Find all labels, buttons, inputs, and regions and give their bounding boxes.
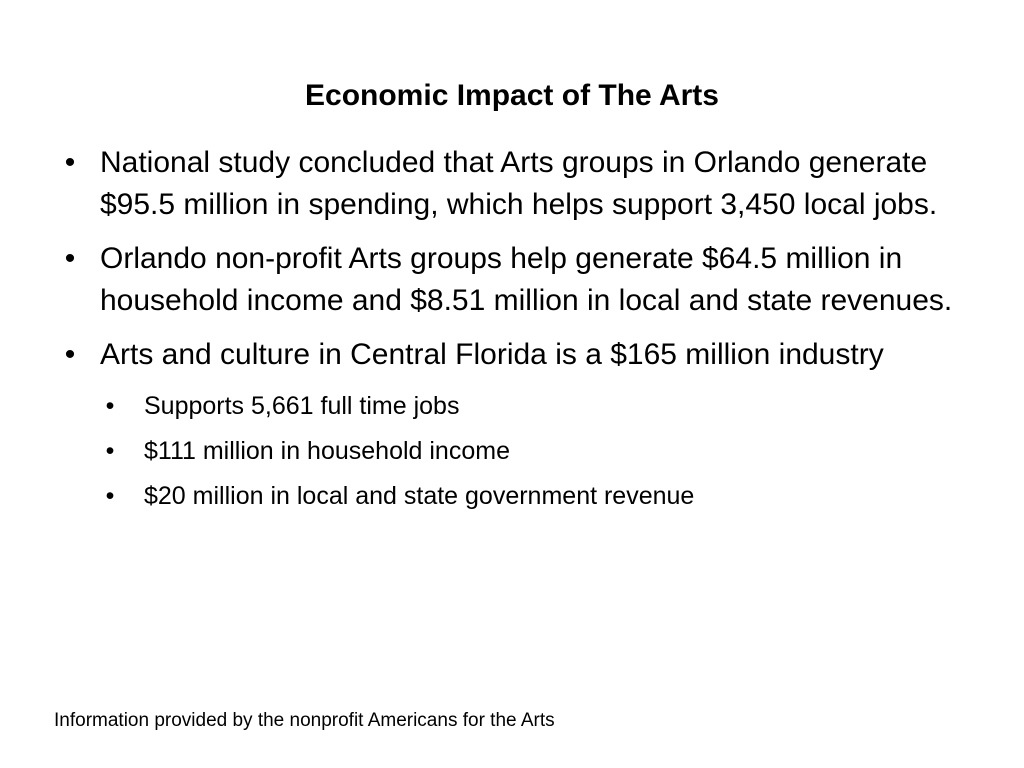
bullet-text: National study concluded that Arts groups in Orlando generate $95.5 million in spending, which helps support 3,450 local jobs. <box>100 146 938 221</box>
sub-bullet-item <box>100 474 978 519</box>
bullet-text: Orlando non-profit Arts groups help generate $64.5 million in household income and $8.51 million in local and state revenues. <box>100 242 953 317</box>
slide-title: Economic Impact of The Arts <box>305 79 719 112</box>
footer-note: Information provided by the nonprofit Americans for the Arts <box>54 710 555 731</box>
bullet-icon: • <box>64 146 76 179</box>
bullet-list <box>58 142 978 531</box>
sub-bullet-list <box>100 384 978 519</box>
bullet-text: Arts and culture in Central Florida is a $165 million industry <box>100 338 884 371</box>
bullet-icon: • <box>105 482 115 510</box>
bullet-item <box>58 334 978 519</box>
sub-bullet-item <box>100 384 978 429</box>
bullet-icon: • <box>105 392 115 420</box>
bullet-icon: • <box>64 338 76 371</box>
bullet-icon: • <box>64 242 76 275</box>
bullet-icon: • <box>105 437 115 465</box>
bullet-item <box>58 238 978 322</box>
sub-bullet-text: Supports 5,661 full time jobs <box>144 392 460 420</box>
bullet-item <box>58 142 978 226</box>
sub-bullet-text: $111 million in household income <box>144 437 510 465</box>
sub-bullet-text: $20 million in local and state government revenue <box>144 482 695 510</box>
sub-bullet-item <box>100 429 978 474</box>
